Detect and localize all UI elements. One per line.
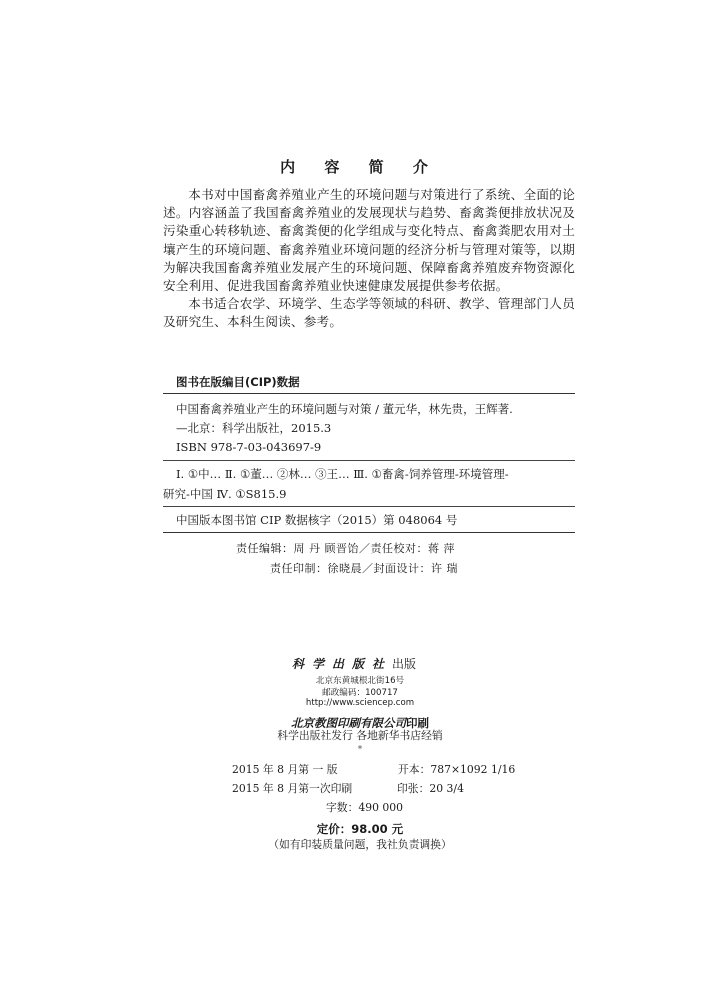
cip-publisher-line: —北京：科学出版社，2015.3 [176,421,332,435]
price-value: 98.00 元 [351,822,404,836]
printer-name-ornate: 北京教图印刷有限公司 [291,716,406,730]
quality-notice: （如有印装质量问题，我社负责调换） [268,838,452,851]
publisher-name [292,655,416,672]
separator-asterisk: * [357,745,363,755]
publisher-url: http://www.sciencep.com [305,698,415,708]
printing-line: 2015 年 8 月第一次印刷 [232,782,353,795]
printer-name-suffix: 印刷 [406,716,429,730]
price-line [0,818,720,837]
cip-divider [163,460,575,461]
publisher-address: 北京东黄城根北街16号 [315,676,405,686]
cip-classification-line: 研究-中国 Ⅳ. ①S815.9 [163,487,287,501]
format-line: 开本：787×1092 1/16 [398,763,516,776]
cip-core-number: 中国版本图书馆 CIP 数据核字（2015）第 048064 号 [176,513,458,527]
publisher-name-ornate: 科学出版社 [292,657,393,671]
edition-line: 2015 年 8 月第 一 版 [232,763,338,776]
cip-isbn: ISBN 978-7-03-043697-9 [176,440,322,454]
summary-body [163,186,575,332]
cip-divider [163,506,575,507]
production-line: 责任印制：徐晓晨／封面设计：许 瑞 [270,562,458,575]
distribution-line: 科学出版社发行 各地新华书店经销 [277,729,443,742]
word-count: 字数：490 000 [326,801,404,814]
publisher-name-suffix: 出版 [392,657,417,671]
summary-paragraph: 本书对中国畜禽养殖业产生的环境问题与对策进行了系统、全面的论述。内容涵盖了我国畜禽养殖业的发展现状与趋势、畜禽粪便排放状况及污染重心转移轨迹、畜禽粪便的化学组成与变化特点、畜禽粪肥农用对土壤产生的环境问题、畜禽养殖业环境问题的经济分析与管理对策等，以期为解决我国畜禽养殖业发展产生的环境问题、保障畜禽养殖废弃物资源化安全利用、促进我国畜禽养殖业快速健康发展提供参考依据。 [163,187,575,294]
cip-classification-line: Ⅰ. ①中… Ⅱ. ①董… ②林… ③王… Ⅲ. ①畜禽-饲养管理-环境管理- [176,467,509,481]
sheets-line: 印张：20 3/4 [397,782,464,795]
cip-top-rule [163,393,575,394]
editors-line: 责任编辑：周 丹 顾晋饴／责任校对：蒋 萍 [236,542,455,555]
cip-heading: 图书在版编目(CIP)数据 [176,375,300,389]
summary-title: 内 容 简 介 [280,158,440,176]
price-label: 定价： [316,822,352,836]
summary-paragraph: 本书适合农学、环境学、生态学等领域的科研、教学、管理部门人员及研究生、本科生阅读、参考。 [163,296,575,330]
publisher-postcode: 邮政编码：100717 [322,688,398,698]
cip-bottom-rule [163,532,575,533]
cip-title-line: 中国畜禽养殖业产生的环境问题与对策 / 董元华，林先贵，王辉著. [176,402,513,416]
